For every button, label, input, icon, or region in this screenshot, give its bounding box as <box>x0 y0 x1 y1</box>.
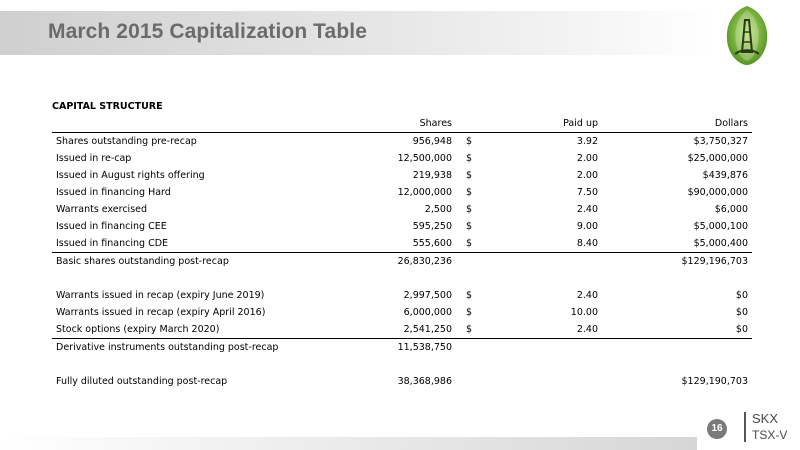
row-dollars: $5,000,100 <box>693 221 748 232</box>
row-currency: $ <box>465 187 472 198</box>
row-dollars: $0 <box>735 324 748 335</box>
row-shares: 956,948 <box>412 136 452 147</box>
row-currency: $ <box>465 307 472 318</box>
row-currency: $ <box>465 170 472 181</box>
row-paid-up: 9.00 <box>576 221 598 232</box>
row-shares: 11,538,750 <box>356 339 452 357</box>
row-paid-up: 2.00 <box>576 153 598 164</box>
table-header-row <box>52 115 752 133</box>
row-shares: 26,830,236 <box>356 253 452 271</box>
derivative-total-row <box>52 339 752 357</box>
header-dollars: Dollars <box>598 115 752 133</box>
row-label: Stock options (expiry March 2020) <box>56 324 220 335</box>
row-shares: 2,997,500 <box>403 290 452 301</box>
row-paid-up: 2.40 <box>576 290 598 301</box>
ticker-secondary: TSX-V <box>752 428 788 442</box>
row-label: Issued in August rights offering <box>56 170 205 181</box>
row-currency: $ <box>465 290 472 301</box>
row-paid-up: 10.00 <box>570 307 598 318</box>
table-row <box>52 321 752 339</box>
row-dollars: $6,000 <box>714 204 748 215</box>
row-currency: $ <box>465 153 472 164</box>
table-row <box>52 133 752 151</box>
row-dollars: $439,876 <box>702 170 748 181</box>
row-label: Derivative instruments outstanding post-recap <box>52 339 356 357</box>
row-dollars: $25,000,000 <box>687 153 748 164</box>
row-dollars: $0 <box>735 307 748 318</box>
row-paid-up: 7.50 <box>576 187 598 198</box>
row-currency: $ <box>465 221 472 232</box>
table-row <box>52 150 752 167</box>
row-paid-up: 8.40 <box>576 238 598 249</box>
page-number-badge: 16 <box>707 419 727 439</box>
table-row <box>52 184 752 201</box>
ticker-primary: SKX <box>752 411 779 426</box>
row-dollars: $3,750,327 <box>693 136 748 147</box>
basic-total-row <box>52 253 752 271</box>
row-shares: 2,500 <box>424 204 452 215</box>
row-shares: 12,000,000 <box>397 187 452 198</box>
header-currency <box>452 115 472 133</box>
row-label: Issued in financing Hard <box>56 187 171 198</box>
footer-bar <box>0 437 697 450</box>
row-dollars: $0 <box>735 290 748 301</box>
table-row <box>52 287 752 304</box>
row-currency: $ <box>465 238 472 249</box>
row-dollars: $90,000,000 <box>687 187 748 198</box>
header-label <box>52 115 356 133</box>
row-paid-up: 3.92 <box>576 136 598 147</box>
row-shares: 12,500,000 <box>397 153 452 164</box>
row-dollars: $129,190,703 <box>681 376 748 387</box>
row-shares: 555,600 <box>412 238 452 249</box>
row-dollars: $5,000,400 <box>693 238 748 249</box>
table-row <box>52 201 752 218</box>
row-shares: 595,250 <box>412 221 452 232</box>
header-paid-up: Paid up <box>472 115 598 133</box>
slide-title: March 2015 Capitalization Table <box>48 20 367 43</box>
row-label: Issued in financing CEE <box>56 221 167 232</box>
row-label: Issued in re-cap <box>56 153 132 164</box>
company-logo-icon <box>716 2 778 68</box>
table-row <box>52 235 752 253</box>
table-row <box>52 304 752 321</box>
row-label: Basic shares outstanding post-recap <box>52 253 356 271</box>
row-label: Warrants issued in recap (expiry April 2016) <box>56 307 266 318</box>
row-currency: $ <box>465 136 472 147</box>
row-label: Fully diluted outstanding post-recap <box>56 376 228 387</box>
row-label: Warrants issued in recap (expiry June 2019) <box>56 290 265 301</box>
row-currency: $ <box>465 324 472 335</box>
row-label: Warrants exercised <box>56 204 148 215</box>
row-currency: $ <box>465 204 472 215</box>
table-row <box>52 218 752 235</box>
ticker-divider <box>744 412 746 442</box>
spacer-row <box>52 356 752 373</box>
row-shares: 6,000,000 <box>403 307 452 318</box>
row-shares: 38,368,986 <box>397 376 452 387</box>
table-heading: CAPITAL STRUCTURE <box>52 101 163 112</box>
row-paid-up: 2.00 <box>576 170 598 181</box>
row-paid-up: 2.40 <box>576 324 598 335</box>
spacer-row <box>52 270 752 287</box>
table-row <box>52 167 752 184</box>
header-shares: Shares <box>356 115 452 133</box>
row-shares: 219,938 <box>412 170 452 181</box>
row-paid-up: 2.40 <box>576 204 598 215</box>
row-dollars: $129,196,703 <box>598 253 752 271</box>
fully-diluted-row <box>52 373 752 390</box>
row-shares: 2,541,250 <box>403 324 452 335</box>
capitalization-table <box>52 99 748 390</box>
row-label: Issued in financing CDE <box>56 238 169 249</box>
row-label: Shares outstanding pre-recap <box>56 136 197 147</box>
